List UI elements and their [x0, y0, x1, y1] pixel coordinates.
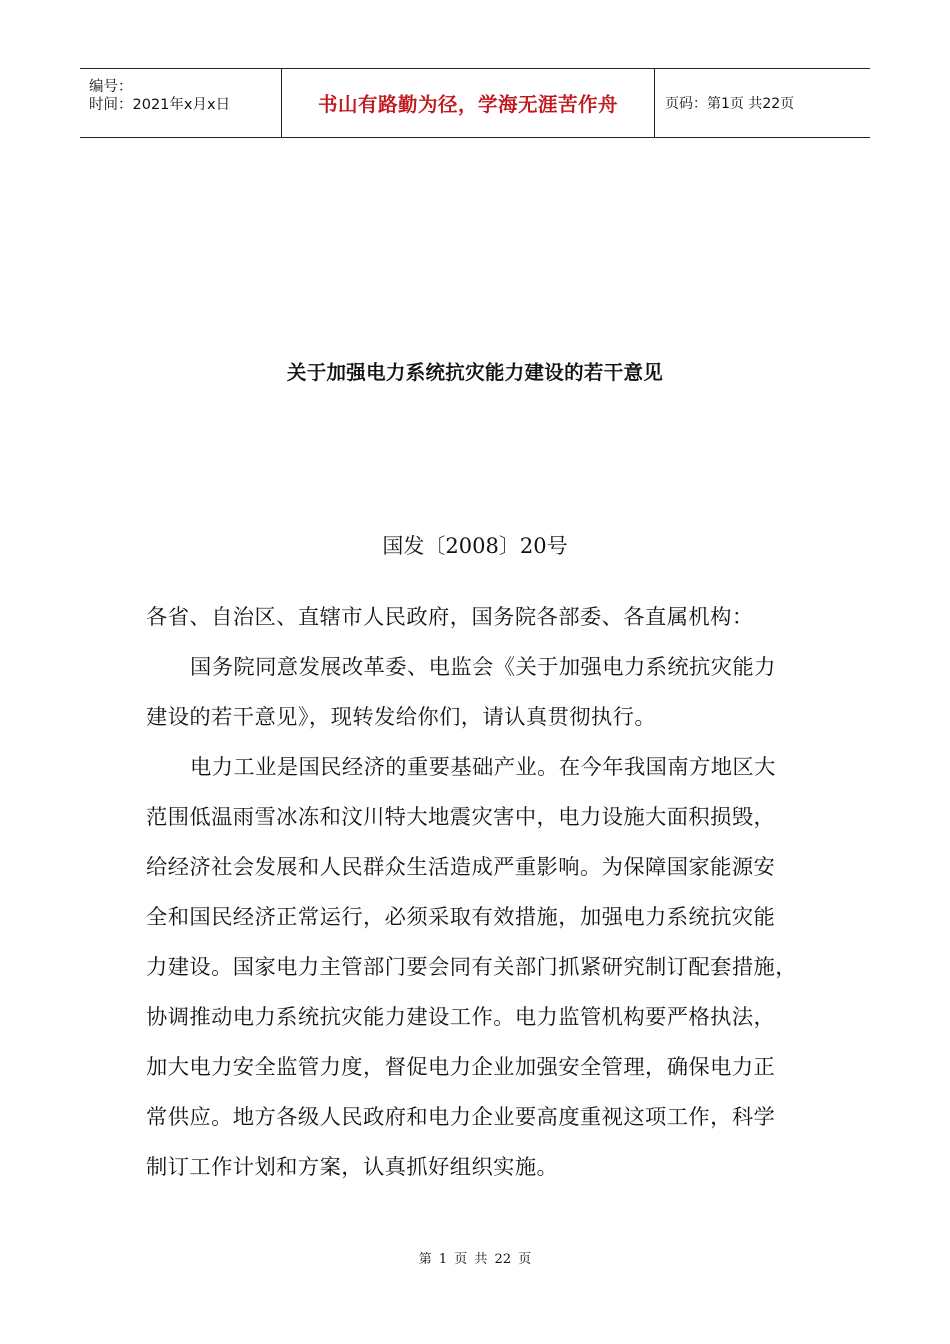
- header-motto: 书山有路勤为径，学海无涯苦作舟: [317, 93, 618, 116]
- body-line: 常供应。地方各级人民政府和电力企业要高度重视这项工作，科学: [146, 1105, 776, 1130]
- header-meta-cell: [80, 69, 282, 137]
- body-line: 建设的若干意见》，现转发给你们，请认真贯彻执行。: [146, 705, 657, 730]
- page-footer: 第 1 页 共 22 页: [418, 1252, 532, 1267]
- document-body: [146, 598, 806, 1198]
- document-issue-number: 国发〔2008〕20号: [382, 534, 568, 558]
- body-line: 给经济社会发展和人民群众生活造成严重影响。为保障国家能源安: [146, 855, 776, 880]
- body-line: 范围低温雨雪冰冻和汶川特大地震灾害中，电力设施大面积损毁，: [146, 805, 776, 830]
- header-page-info: 页码：第1页 共22页: [665, 96, 795, 112]
- body-line: 制订工作计划和方案，认真抓好组织实施。: [146, 1155, 559, 1180]
- header-page-cell: [655, 69, 870, 137]
- salutation-line: 各省、自治区、直辖市人民政府，国务院各部委、各直属机构：: [146, 605, 754, 630]
- document-title: 关于加强电力系统抗灾能力建设的若干意见: [286, 361, 664, 384]
- document-number-label: 编号：: [89, 79, 133, 95]
- body-line: 协调推动电力系统抗灾能力建设工作。电力监管机构要严格执法，: [146, 1005, 776, 1030]
- header-motto-cell: [282, 69, 655, 137]
- body-line: 国务院同意发展改革委、电监会《关于加强电力系统抗灾能力: [190, 655, 776, 680]
- body-line: 电力工业是国民经济的重要基础产业。在今年我国南方地区大: [190, 755, 776, 780]
- document-date-label: 时间：2021年x月x日: [89, 97, 231, 113]
- body-line: 力建设。国家电力主管部门要会同有关部门抓紧研究制订配套措施，: [146, 955, 797, 980]
- document-header-table: [80, 68, 870, 138]
- body-line: 加大电力安全监管力度，督促电力企业加强安全管理，确保电力正: [146, 1055, 776, 1080]
- body-line: 全和国民经济正常运行，必须采取有效措施，加强电力系统抗灾能: [146, 905, 776, 930]
